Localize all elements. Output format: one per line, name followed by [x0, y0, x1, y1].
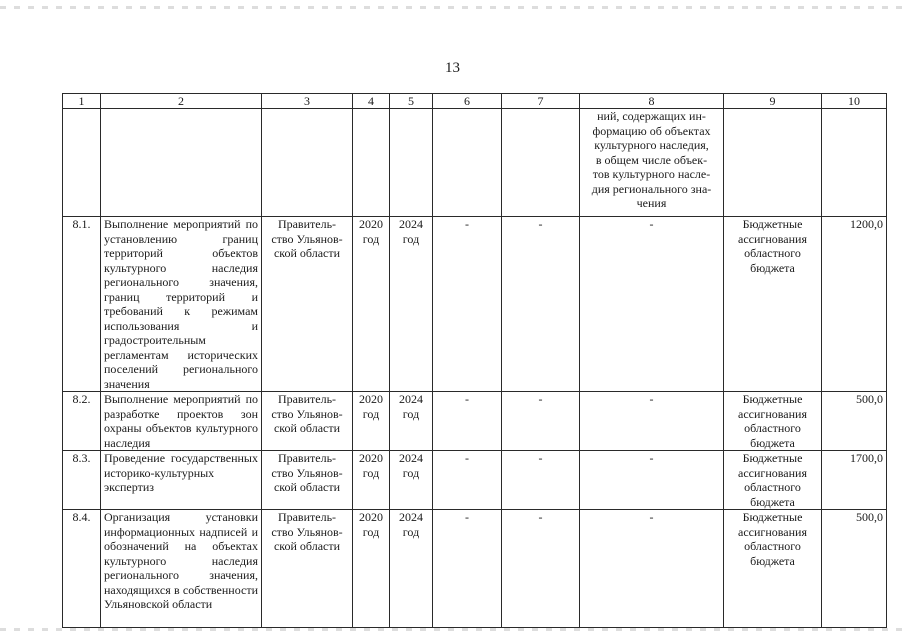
table-row [63, 510, 887, 628]
activity-description: Организация установки информационных надписей и обозначений на объектах культурного наследия регионального значения, находящихся в собственности Ульяновской области [101, 510, 262, 628]
col7-value: - [502, 451, 580, 510]
end-year: 2024 год [390, 217, 433, 392]
indicator-continuation: ний, содержащих ин- формацию об объектах культурного наследия, в общем числе объек- тов культурного насле- дия регионального зна- чения [580, 109, 724, 217]
col7-value: - [502, 510, 580, 628]
table-cell [101, 109, 262, 217]
header-cell: 5 [390, 94, 433, 109]
end-year: 2024 год [390, 510, 433, 628]
header-cell: 6 [433, 94, 502, 109]
start-year: 2020 год [353, 217, 390, 392]
activity-description: Проведение государственных историко-культурных экспертиз [101, 451, 262, 510]
start-year: 2020 год [353, 451, 390, 510]
funding-source: Бюджетные ассигнования областного бюджета [724, 510, 822, 628]
col8-value: - [580, 451, 724, 510]
row-number: 8.1. [63, 217, 101, 392]
funding-amount: 1200,0 [822, 217, 887, 392]
end-year: 2024 год [390, 451, 433, 510]
funding-amount: 500,0 [822, 510, 887, 628]
activity-description: Выполнение мероприятий по разработке проектов зон охраны объектов культурного наследия [101, 392, 262, 451]
header-row [63, 94, 887, 109]
header-cell: 10 [822, 94, 887, 109]
funding-source: Бюджетные ассигнования областного бюджета [724, 392, 822, 451]
col8-value: - [580, 392, 724, 451]
header-cell: 1 [63, 94, 101, 109]
col6-value: - [433, 392, 502, 451]
executor: Правитель- ство Ульянов- ской области [262, 510, 353, 628]
end-year: 2024 год [390, 392, 433, 451]
table-row [63, 451, 887, 510]
table-cell [502, 109, 580, 217]
header-cell: 9 [724, 94, 822, 109]
header-cell: 2 [101, 94, 262, 109]
header-cell: 3 [262, 94, 353, 109]
program-table [62, 93, 887, 628]
continuation-row [63, 109, 887, 217]
col7-value: - [502, 217, 580, 392]
funding-amount: 1700,0 [822, 451, 887, 510]
executor: Правитель- ство Ульянов- ской области [262, 217, 353, 392]
col6-value: - [433, 510, 502, 628]
col6-value: - [433, 451, 502, 510]
funding-source: Бюджетные ассигнования областного бюджета [724, 451, 822, 510]
header-cell: 8 [580, 94, 724, 109]
page-number: 13 [445, 60, 460, 76]
table-cell [63, 109, 101, 217]
table-cell [390, 109, 433, 217]
col6-value: - [433, 217, 502, 392]
start-year: 2020 год [353, 392, 390, 451]
header-cell: 7 [502, 94, 580, 109]
table-cell [262, 109, 353, 217]
col7-value: - [502, 392, 580, 451]
table-cell [822, 109, 887, 217]
funding-amount: 500,0 [822, 392, 887, 451]
row-number: 8.4. [63, 510, 101, 628]
activity-description: Выполнение мероприятий по установлению границ территорий объектов культурного наследия регионального значения, границ территорий и требований к режимам использования и градостроительным регламентам исторических поселений регионального значения [101, 217, 262, 392]
scan-top-edge [0, 6, 905, 9]
row-number: 8.3. [63, 451, 101, 510]
table-cell [433, 109, 502, 217]
executor: Правитель- ство Ульянов- ской области [262, 451, 353, 510]
funding-source: Бюджетные ассигнования областного бюджета [724, 217, 822, 392]
scan-bottom-edge [0, 628, 905, 631]
table-cell [724, 109, 822, 217]
table-row [63, 392, 887, 451]
start-year: 2020 год [353, 510, 390, 628]
header-cell: 4 [353, 94, 390, 109]
executor: Правитель- ство Ульянов- ской области [262, 392, 353, 451]
col8-value: - [580, 510, 724, 628]
table-row [63, 217, 887, 392]
col8-value: - [580, 217, 724, 392]
row-number: 8.2. [63, 392, 101, 451]
table-cell [353, 109, 390, 217]
